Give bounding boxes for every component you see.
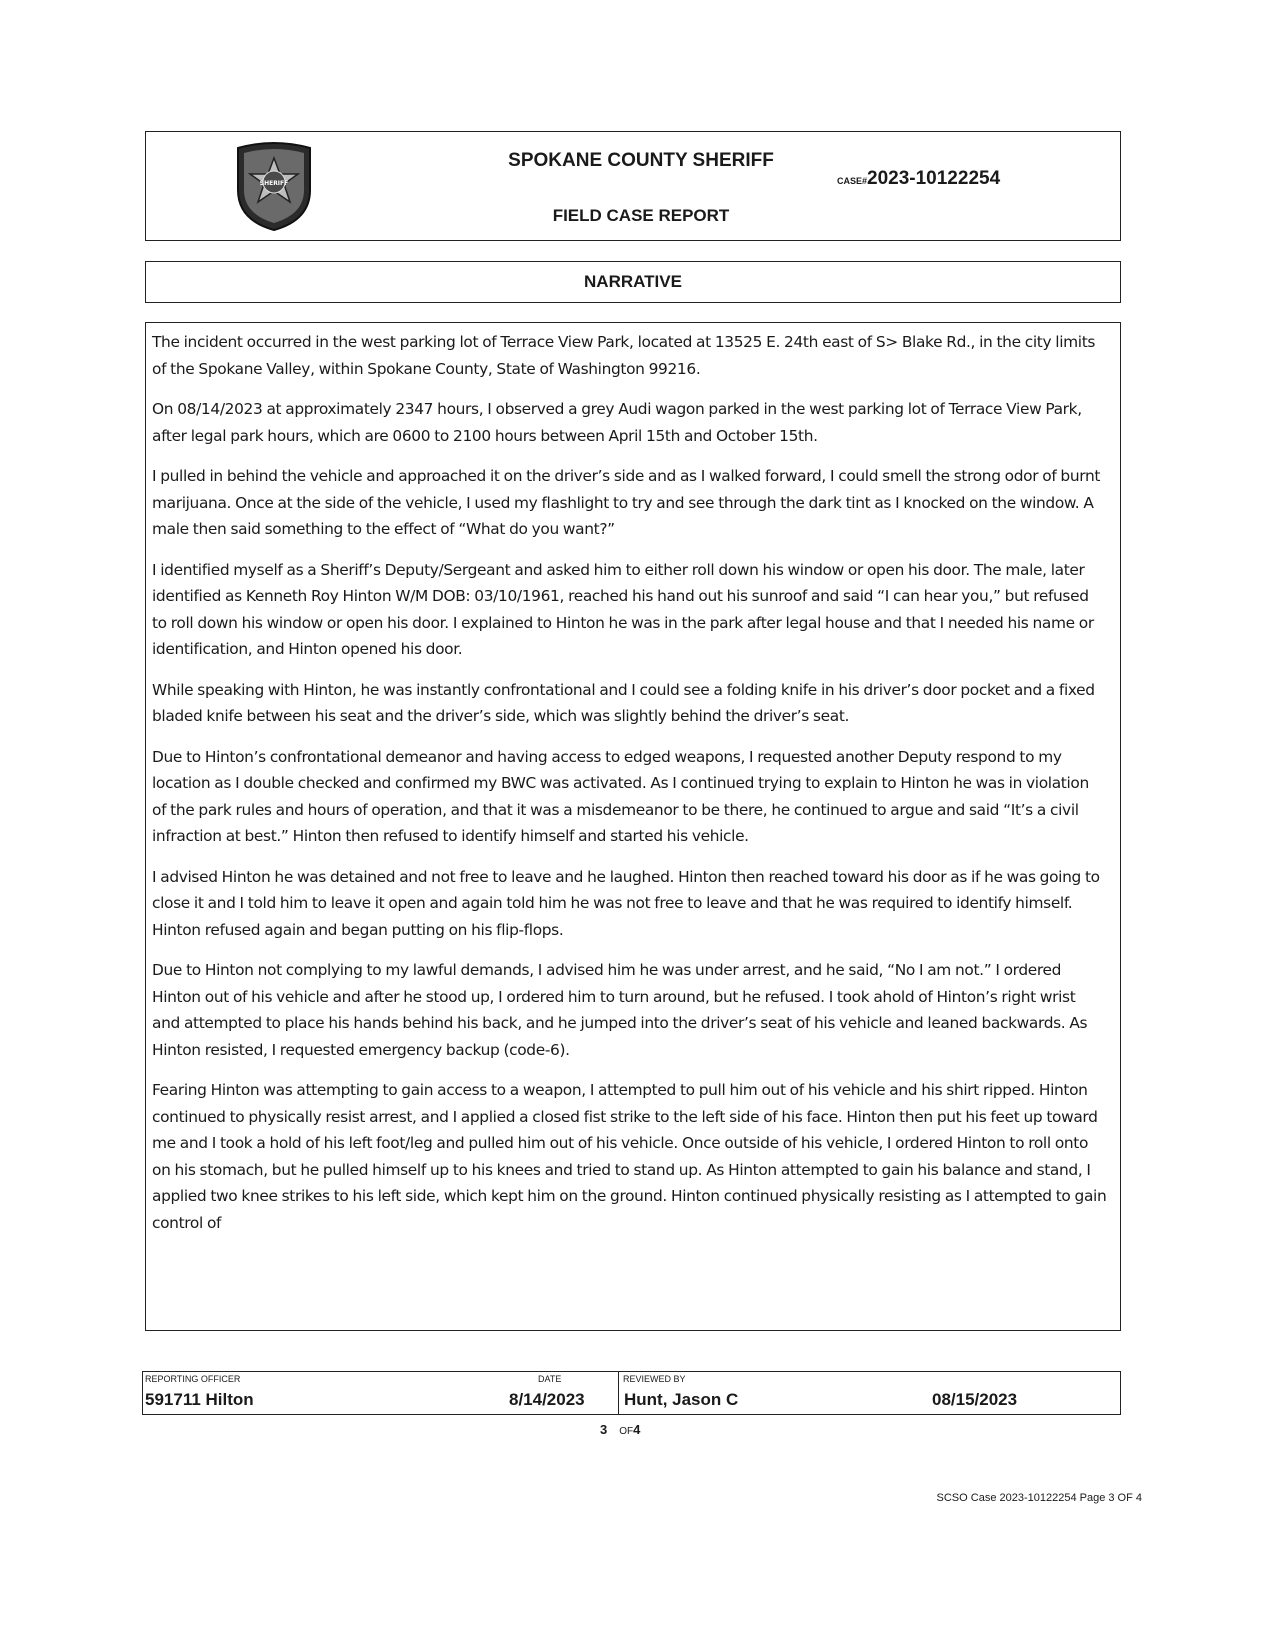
narrative-paragraph: I identified myself as a Sheriff’s Deputy/Sergeant and asked him to either roll down his window or open his door. The male, later identified as Kenneth Roy Hinton W/M DOB: 03/10/1961, reached his hand out his sunroof and said “I can hear you,” but refused to roll down his window or open his door. I explained to Hinton he was in the park after legal house and that I needed his name or identification, and Hinton opened his door. xyxy=(152,560,1094,658)
narrative-paragraph: Due to Hinton’s confrontational demeanor and having access to edged weapons, I requested another Deputy respond to my location as I double checked and confirmed my BWC was activated. As I continued trying to explain to Hinton he was in violation of the park rules and hours of operation, and that it was a misdemeanor to be there, he continued to argue and said “It’s a civil infraction at best.” Hinton then refused to identify himself and started his vehicle. xyxy=(152,747,1089,845)
page-of-label: OF xyxy=(619,1426,634,1437)
sheriff-badge-logo xyxy=(234,140,314,232)
narrative-paragraph: Fearing Hinton was attempting to gain access to a weapon, I attempted to pull him out of his vehicle and his shirt ripped. Hinton continued to physically resist arrest, and I applied a closed fist strike to the left side of his face. Hinton then put his feet up toward me and I took a hold of his left foot/leg and pulled him out of his vehicle. Once outside of his vehicle, I ordered Hinton to roll onto on his stomach, but he pulled himself up to his knees and tried to stand up. As Hinton attempted to gain his balance and stand, I applied two knee strikes to his left side, which kept him on the ground. Hinton continued physically resisting as I attempted to gain control of xyxy=(152,1081,1107,1232)
narrative-paragraph: On 08/14/2023 at approximately 2347 hours, I observed a grey Audi wagon parked in the west parking lot of Terrace View Park, after legal park hours, which are 0600 to 2100 hours between April 15th and October 15th. xyxy=(152,400,1082,445)
reviewed-by-value: Hunt, Jason C xyxy=(624,1390,739,1409)
page-total: 4 xyxy=(633,1422,641,1437)
agency-title: SPOKANE COUNTY SHERIFF xyxy=(508,150,774,171)
review-date-value: 08/15/2023 xyxy=(932,1390,1018,1409)
section-title-box xyxy=(145,261,1121,303)
report-date-value: 8/14/2023 xyxy=(509,1390,585,1409)
section-title: NARRATIVE xyxy=(584,272,682,291)
reporting-officer-label: REPORTING OFFICER xyxy=(145,1374,241,1384)
case-page-stamp: SCSO Case 2023-10122254 Page 3 OF 4 xyxy=(936,1492,1142,1504)
narrative-box xyxy=(145,322,1121,1331)
svg-text:SHERIFF: SHERIFF xyxy=(259,180,289,187)
page-number xyxy=(600,1422,640,1437)
narrative-paragraph: The incident occurred in the west parking lot of Terrace View Park, located at 13525 E. 24th east of S> Blake Rd., in the city limits of the Spokane Valley, within Spokane County, State of Washington 99216. xyxy=(152,333,1096,378)
case-label: CASE# xyxy=(837,176,868,186)
narrative-paragraph: While speaking with Hinton, he was instantly confrontational and I could see a folding knife in his driver’s door pocket and a fixed bladed knife between his seat and the driver’s side, which was slightly behind the driver’s seat. xyxy=(152,680,1095,725)
reviewed-by-label: REVIEWED BY xyxy=(623,1374,686,1384)
report-type-title: FIELD CASE REPORT xyxy=(552,206,730,225)
narrative-paragraph: I advised Hinton he was detained and not free to leave and he laughed. Hinton then reached toward his door as if he was going to close it and I told him to leave it open and again told him he was not free to leave and that he was required to identify himself. Hinton refused again and began putting on his flip-flops. xyxy=(152,867,1100,939)
report-header xyxy=(145,131,1121,241)
narrative-paragraph: I pulled in behind the vehicle and approached it on the driver’s side and as I walked forward, I could smell the strong odor of burnt marijuana. Once at the side of the vehicle, I used my flashlight to try and see through the dark tint as I knocked on the window. A male then said something to the effect of “What do you want?” xyxy=(152,467,1101,538)
case-number-block xyxy=(837,168,1000,190)
page-current: 3 xyxy=(600,1422,608,1437)
reporting-officer-value: 591711 Hilton xyxy=(145,1390,254,1409)
table-divider xyxy=(618,1372,619,1414)
narrative-paragraph: Due to Hinton not complying to my lawful demands, I advised him he was under arrest, and he said, “No I am not.” I ordered Hinton out of his vehicle and after he stood up, I ordered him to turn around, but he refused. I took ahold of Hinton’s right wrist and attempted to place his hands behind his back, and he jumped into the driver’s seat of his vehicle and leaned backwards. As Hinton resisted, I requested emergency backup (code-6). xyxy=(152,961,1088,1059)
date-label: DATE xyxy=(538,1374,562,1384)
signature-table xyxy=(142,1371,1121,1415)
case-number: 2023-10122254 xyxy=(867,168,1001,189)
narrative-text xyxy=(152,329,1107,1250)
